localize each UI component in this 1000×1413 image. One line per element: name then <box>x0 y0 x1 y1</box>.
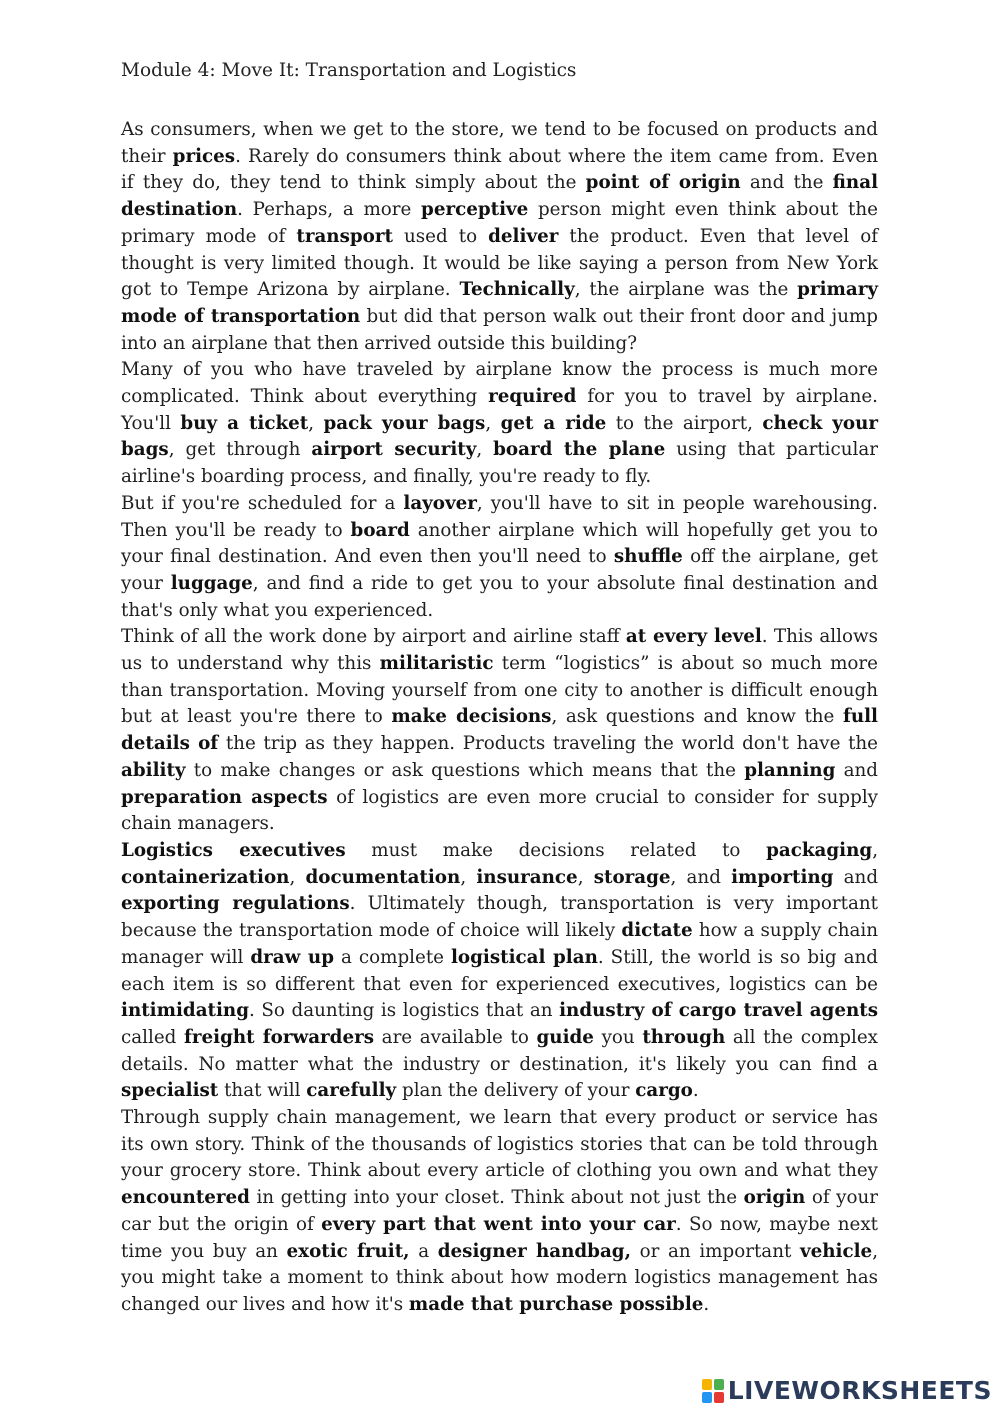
bold-term: insurance <box>476 866 578 888</box>
bold-term: exporting regulations <box>121 893 350 915</box>
text-run: to the airport, <box>606 412 763 434</box>
bold-term: encountered <box>121 1187 250 1209</box>
text-run: term “logistics” is about so much more than transportation. Moving yourself from one city to another is difficult enough but at least you're there to <box>121 653 878 728</box>
bold-term: luggage <box>170 572 253 594</box>
bold-term: preparation aspects <box>121 786 328 808</box>
bold-term: board the plane <box>493 439 666 461</box>
text-run: . Rarely do consumers think about where the item came from. Even if they do, they tend to think simply about the <box>121 145 878 194</box>
bold-term: industry of cargo travel agents <box>559 1000 878 1022</box>
bold-term: vehicle <box>799 1240 873 1262</box>
bold-term: through <box>642 1026 726 1048</box>
text-run: plan the delivery of your <box>396 1080 636 1102</box>
bold-term: prices <box>172 145 236 167</box>
bold-term: dictate <box>621 920 693 942</box>
bold-term: primary mode of transportation <box>121 279 878 327</box>
text-run: , <box>476 439 494 461</box>
bold-term: exotic fruit, <box>286 1240 410 1262</box>
text-run: , you might take a moment to think about how modern logistics management has changed our lives and how it's <box>121 1240 878 1315</box>
bold-term: logistical plan <box>450 946 598 968</box>
paragraph <box>121 491 878 625</box>
text-run: As consumers, when we get to the store, we tend to be focused on products and their <box>121 119 878 167</box>
bold-term: origin <box>743 1187 806 1209</box>
text-run: , <box>289 866 306 888</box>
bold-term: Logistics executives <box>121 839 346 861</box>
bold-term: draw up <box>250 946 334 968</box>
page-title: Module 4: Move It: Transportation and Logistics <box>121 60 577 81</box>
logo-text: LIVEWORKSHEETS <box>727 1376 992 1405</box>
text-run: another airplane which will hopefully get you to your final destination. And even then you'll need to <box>121 519 878 568</box>
text-run: of logistics are even more crucial to consider for supply chain managers. <box>121 786 878 835</box>
bold-term: documentation <box>305 866 461 888</box>
text-run: . <box>703 1293 710 1315</box>
bold-term: intimidating <box>121 1000 250 1022</box>
text-run: off the airplane, get your <box>121 546 878 594</box>
paragraph <box>121 1105 878 1319</box>
text-run: called <box>121 1026 184 1048</box>
text-run: must make decisions related to <box>345 839 767 861</box>
bold-term: shuffle <box>613 546 683 568</box>
text-run: and <box>833 866 879 888</box>
text-run: . <box>692 1080 699 1102</box>
text-run: Many of you who have traveled by airplane know the process is much more complicated. Think about everything <box>121 359 878 408</box>
text-run: , the airplane was the <box>574 279 798 301</box>
text-run: . Perhaps, a more <box>237 199 422 221</box>
bold-term: storage <box>593 866 671 888</box>
bold-term: transport <box>296 225 393 247</box>
logo-square-icon <box>702 1392 712 1403</box>
text-run: , <box>872 839 879 861</box>
bold-term: get a ride <box>500 412 607 434</box>
bold-term: freight forwarders <box>184 1026 375 1048</box>
text-run: . So daunting is logistics that an <box>249 1000 560 1022</box>
text-run: the trip as they happen. Products traveling the world don't have the <box>218 733 879 755</box>
bold-term: buy a ticket <box>180 412 309 434</box>
text-run: for you to travel by airplane. You'll <box>121 386 878 434</box>
bold-term: Technically <box>459 279 575 301</box>
text-run: , <box>308 412 324 434</box>
text-run: a <box>409 1240 438 1262</box>
bold-term: importing <box>731 866 834 888</box>
bold-term: specialist <box>121 1080 219 1102</box>
text-run: or an important <box>630 1240 800 1262</box>
text-run: . Ultimately though, transportation is very important because the transportation mode of choice will likely <box>121 893 878 942</box>
text-run: person might even think about the primary mode of <box>121 199 878 247</box>
paragraph <box>121 624 878 838</box>
bold-term: make decisions <box>391 706 552 728</box>
paragraph <box>121 357 878 491</box>
bold-term: perceptive <box>421 199 529 221</box>
logo-square-icon <box>702 1379 712 1390</box>
text-run: and <box>835 759 878 781</box>
text-run: in getting into your closet. Think about not just the <box>249 1187 744 1209</box>
text-run: are available to <box>374 1026 537 1048</box>
bold-term: check your bags <box>121 412 878 461</box>
text-run: and the <box>740 172 833 194</box>
bold-term: final destination <box>121 172 879 221</box>
bold-term: planning <box>744 759 836 781</box>
text-run: , and <box>670 866 732 888</box>
text-run: , ask questions and know the <box>551 706 843 728</box>
bold-term: pack your bags <box>323 412 486 434</box>
logo-mark-icon <box>702 1379 724 1403</box>
bold-term: designer handbag, <box>437 1240 631 1262</box>
text-run: . This allows us to understand why this <box>121 626 878 675</box>
bold-term: every part that went into your car <box>321 1213 676 1235</box>
text-run: but did that person walk out their front door and jump into an airplane that then arrived outside this building? <box>121 305 879 354</box>
text-run: of your car but the origin of <box>121 1187 878 1235</box>
bold-term: board <box>350 519 410 541</box>
bold-term: made that purchase possible <box>408 1293 704 1315</box>
text-run: , <box>577 866 594 888</box>
bold-term: layover <box>403 492 477 514</box>
paragraph <box>121 838 878 1105</box>
bold-term: deliver <box>488 225 559 247</box>
text-run: how a supply chain manager will <box>121 920 878 968</box>
bold-term: packaging <box>766 839 873 861</box>
bold-term: required <box>488 386 577 408</box>
text-run: that will <box>218 1080 307 1102</box>
text-run: . Still, the world is so big and each item is so different that even for experienced executives, logistics can be <box>121 946 878 995</box>
bold-term: cargo <box>635 1080 693 1102</box>
liveworksheets-logo[interactable] <box>702 1377 992 1405</box>
text-run: all the complex details. No matter what the industry or destination, it's likely you can find a <box>121 1026 878 1075</box>
text-run: , and find a ride to get you to your absolute final destination and that's only what you experienced. <box>121 572 878 621</box>
text-run: But if you're scheduled for a <box>121 492 404 514</box>
bold-term: ability <box>121 759 186 781</box>
text-run: to make changes or ask questions which means that the <box>185 759 745 781</box>
bold-term: containerization <box>121 866 290 888</box>
text-run: Through supply chain management, we learn that every product or service has its own story. Think of the thousands of logistics stories that can be told through your grocery store. Think about every article of clothing you own and what they <box>121 1107 878 1182</box>
text-run: using that particular airline's boarding process, and finally, you're ready to fly. <box>121 439 879 488</box>
text-run: . So now, maybe next time you buy an <box>121 1213 878 1262</box>
text-run: the product. Even that level of thought is very limited though. It would be like saying a person from New York got to Tempe Arizona by airplane. <box>121 225 878 301</box>
logo-square-icon <box>714 1392 724 1403</box>
bold-term: guide <box>536 1026 594 1048</box>
text-run: , <box>460 866 477 888</box>
document-body <box>121 117 878 1319</box>
text-run: used to <box>392 225 489 247</box>
text-run: you <box>593 1026 643 1048</box>
logo-square-icon <box>714 1379 724 1390</box>
bold-term: airport security <box>311 439 477 461</box>
text-run: a complete <box>333 946 451 968</box>
bold-term: point of origin <box>585 172 741 194</box>
text-run: , <box>485 412 501 434</box>
bold-term: carefully <box>306 1080 397 1102</box>
bold-term: full details of <box>121 706 878 755</box>
text-run: Think of all the work done by airport and airline staff <box>121 626 626 648</box>
paragraph <box>121 117 878 357</box>
text-run: , get through <box>168 439 312 461</box>
bold-term: at every level <box>625 626 762 648</box>
text-run: , you'll have to sit in people warehousing. Then you'll be ready to <box>121 492 878 541</box>
bold-term: militaristic <box>379 653 494 675</box>
